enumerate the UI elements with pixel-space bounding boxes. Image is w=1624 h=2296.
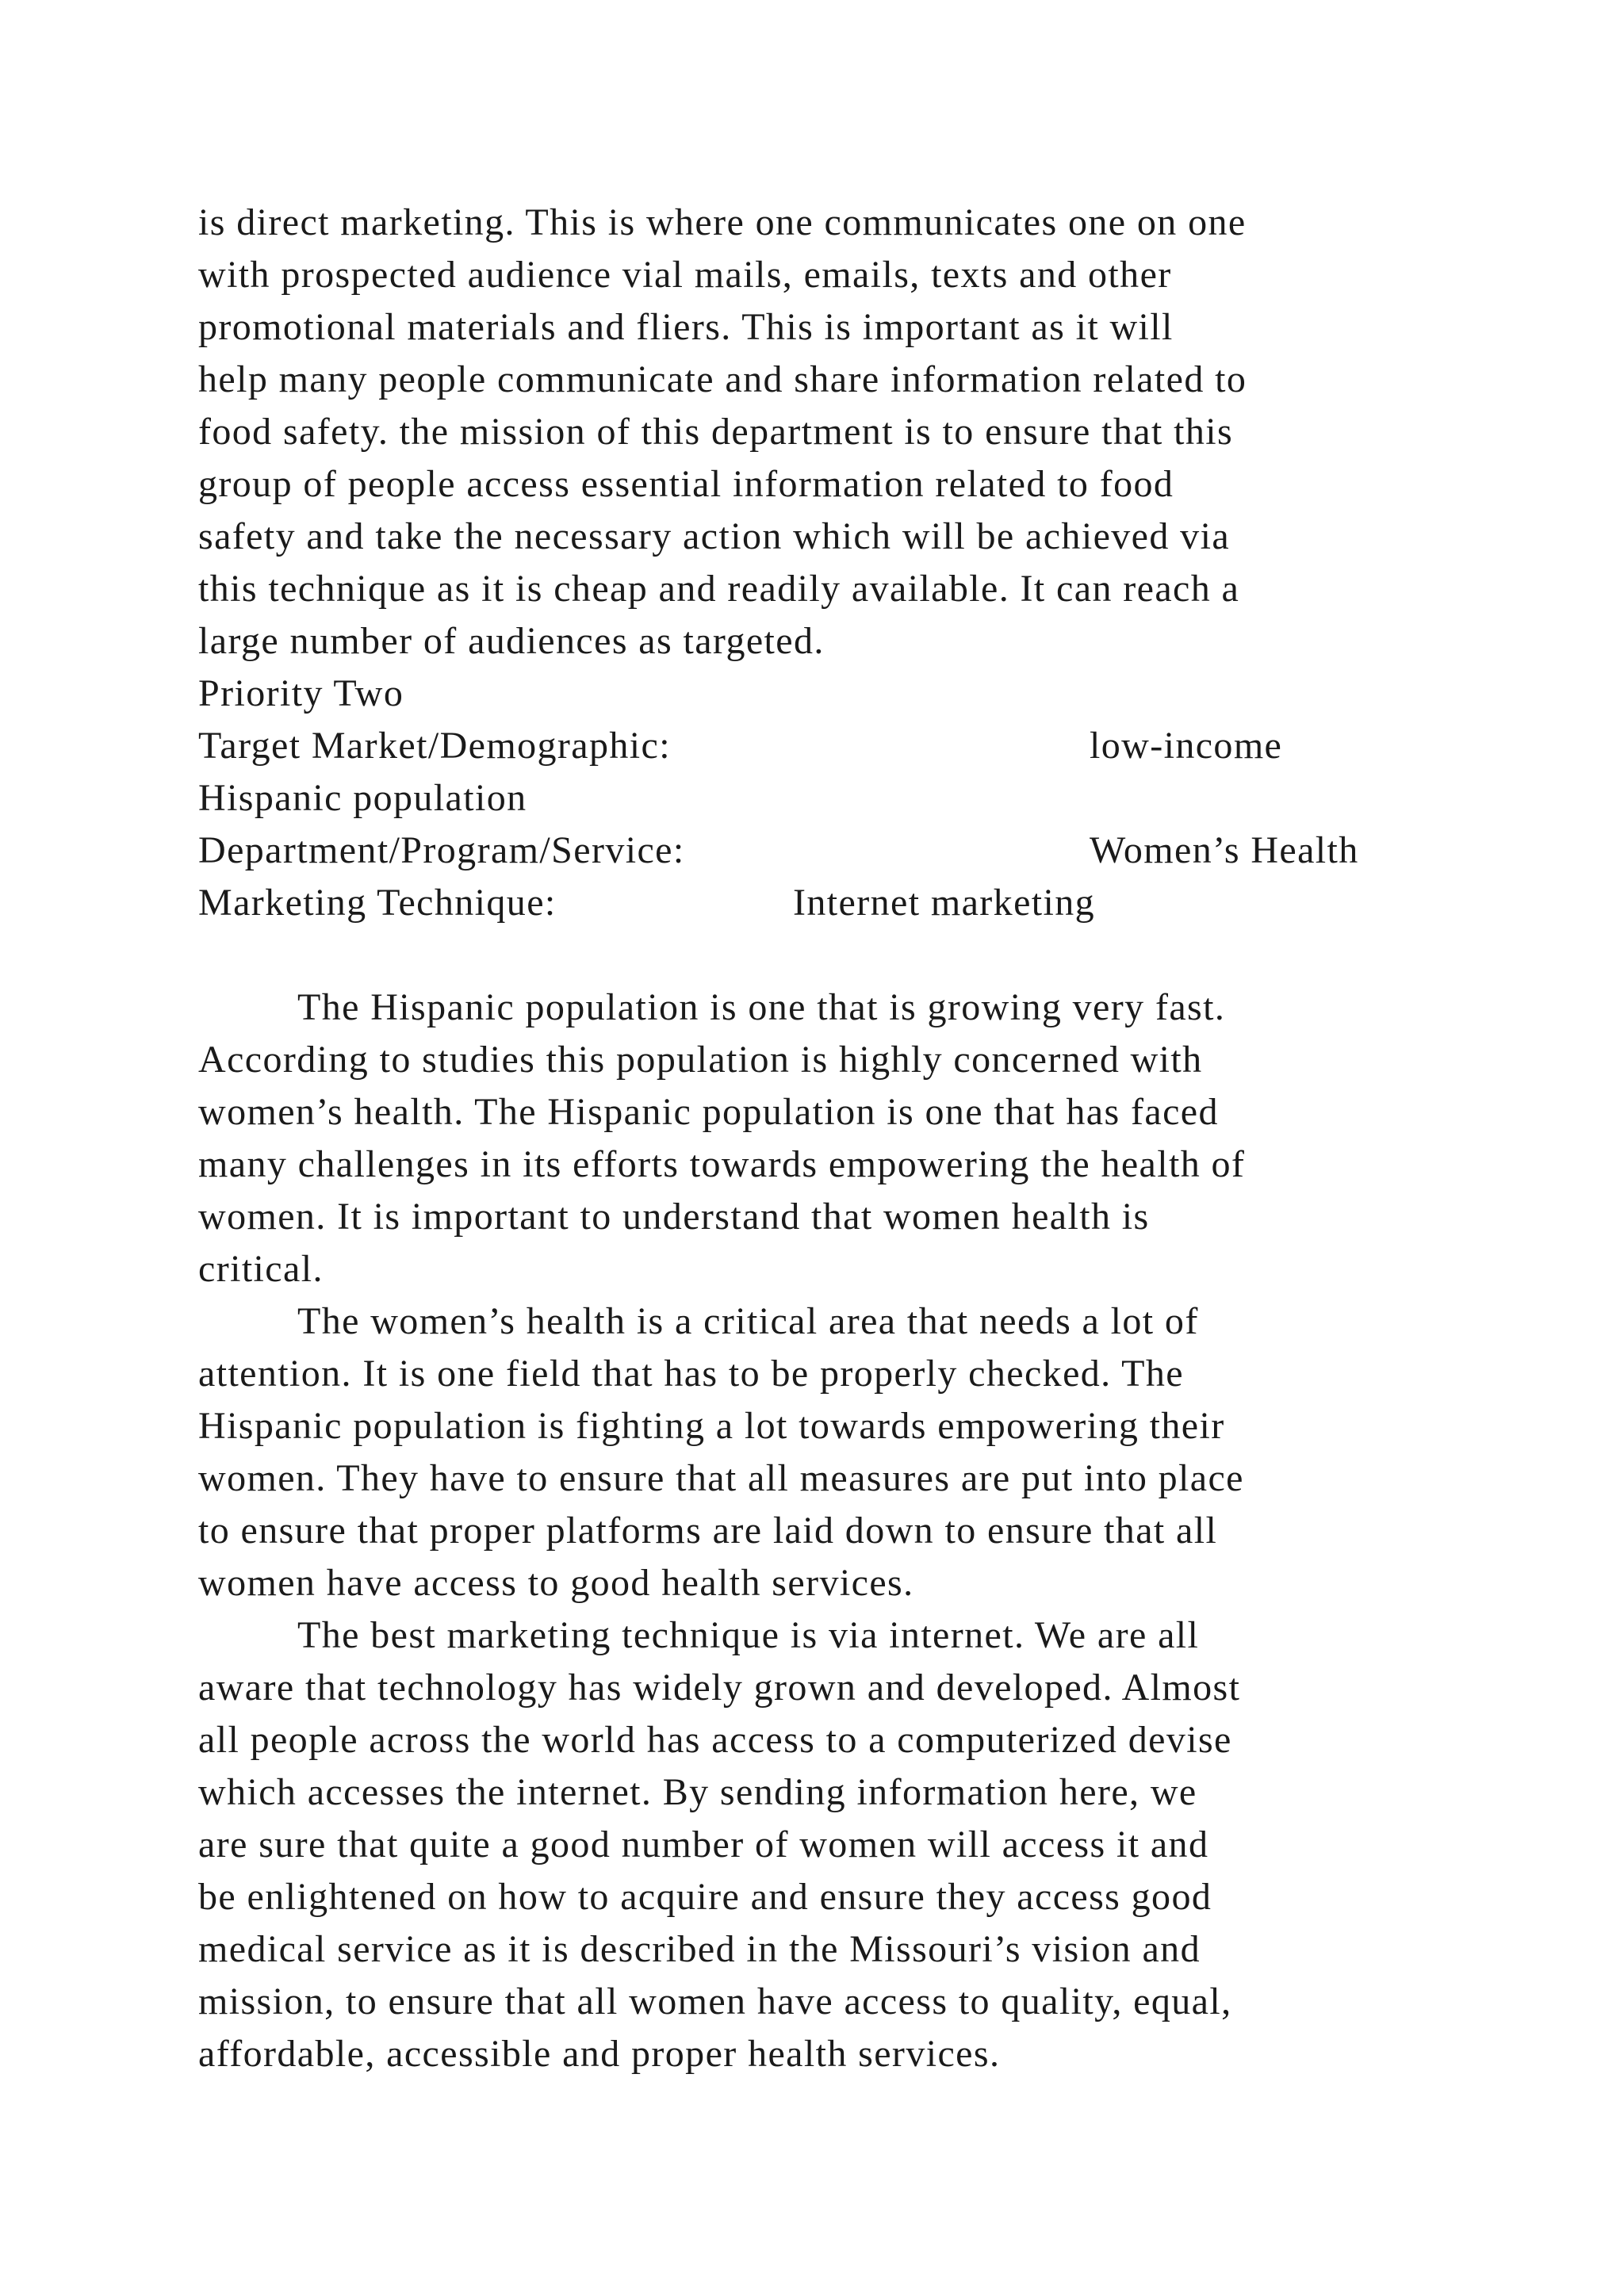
department-label: Department/Program/Service: (198, 829, 685, 871)
body-line: with prospected audience vial mails, emails, texts and other (198, 254, 1172, 296)
target-market-label: Target Market/Demographic: (198, 725, 671, 767)
paragraph-line: women have access to good health services. (198, 1562, 914, 1604)
department-row (198, 825, 1483, 877)
paragraph-line: The women’s health is a critical area that needs a lot of (297, 1300, 1199, 1342)
paragraph-line: mission, to ensure that all women have access to quality, equal, (198, 1980, 1232, 2022)
paragraph-line: The best marketing technique is via internet. We are all (297, 1614, 1200, 1656)
paragraph-line: are sure that quite a good number of women will access it and (198, 1823, 1209, 1866)
body-line: is direct marketing. This is where one communicates one on one (198, 201, 1247, 243)
body-line: food safety. the mission of this department is to ensure that this (198, 411, 1234, 453)
marketing-technique-value: Internet marketing (793, 882, 1096, 924)
paragraph-line: which accesses the internet. By sending information here, we (198, 1771, 1197, 1813)
body-line: group of people access essential information related to food (198, 463, 1174, 505)
paragraph-line: be enlightened on how to acquire and ensure they access good (198, 1876, 1212, 1918)
paragraph-line: women. It is important to understand that women health is (198, 1196, 1150, 1238)
blank-line (198, 929, 1483, 982)
paragraph-line: According to studies this population is highly concerned with (198, 1039, 1203, 1081)
priority-heading: Priority Two (198, 672, 404, 714)
body-line: large number of audiences as targeted. (198, 620, 825, 662)
body-line: safety and take the necessary action which will be achieved via (198, 515, 1231, 557)
paragraph-line: women’s health. The Hispanic population is one that has faced (198, 1091, 1219, 1133)
body-line: promotional materials and fliers. This is important as it will (198, 306, 1174, 348)
paragraph-line: Hispanic population is fighting a lot towards empowering their (198, 1405, 1225, 1447)
paragraph-line: affordable, accessible and proper health services. (198, 2033, 1001, 2075)
department-value: Women’s Health (1090, 829, 1359, 871)
marketing-technique-row (198, 877, 1483, 929)
marketing-technique-label: Marketing Technique: (198, 882, 557, 924)
paragraph-line: to ensure that proper platforms are laid down to ensure that all (198, 1510, 1218, 1552)
paragraph-line: aware that technology has widely grown and developed. Almost (198, 1667, 1241, 1709)
target-market-value: low-income (1090, 725, 1283, 767)
paragraph-line: all people across the world has access to a computerized devise (198, 1719, 1232, 1761)
body-line: help many people communicate and share information related to (198, 358, 1247, 400)
document-body (198, 197, 1483, 2080)
paragraph-line: medical service as it is described in the Missouri’s vision and (198, 1928, 1201, 1970)
target-market-row (198, 720, 1483, 772)
paragraph-line: critical. (198, 1248, 324, 1290)
target-market-value-continued: Hispanic population (198, 777, 527, 819)
paragraph-line: many challenges in its efforts towards empowering the health of (198, 1143, 1246, 1185)
paragraph-line: The Hispanic population is one that is growing very fast. (297, 986, 1226, 1028)
paragraph-line: attention. It is one field that has to be properly checked. The (198, 1353, 1184, 1395)
body-line: this technique as it is cheap and readily available. It can reach a (198, 568, 1240, 610)
paragraph-line: women. They have to ensure that all measures are put into place (198, 1457, 1244, 1499)
